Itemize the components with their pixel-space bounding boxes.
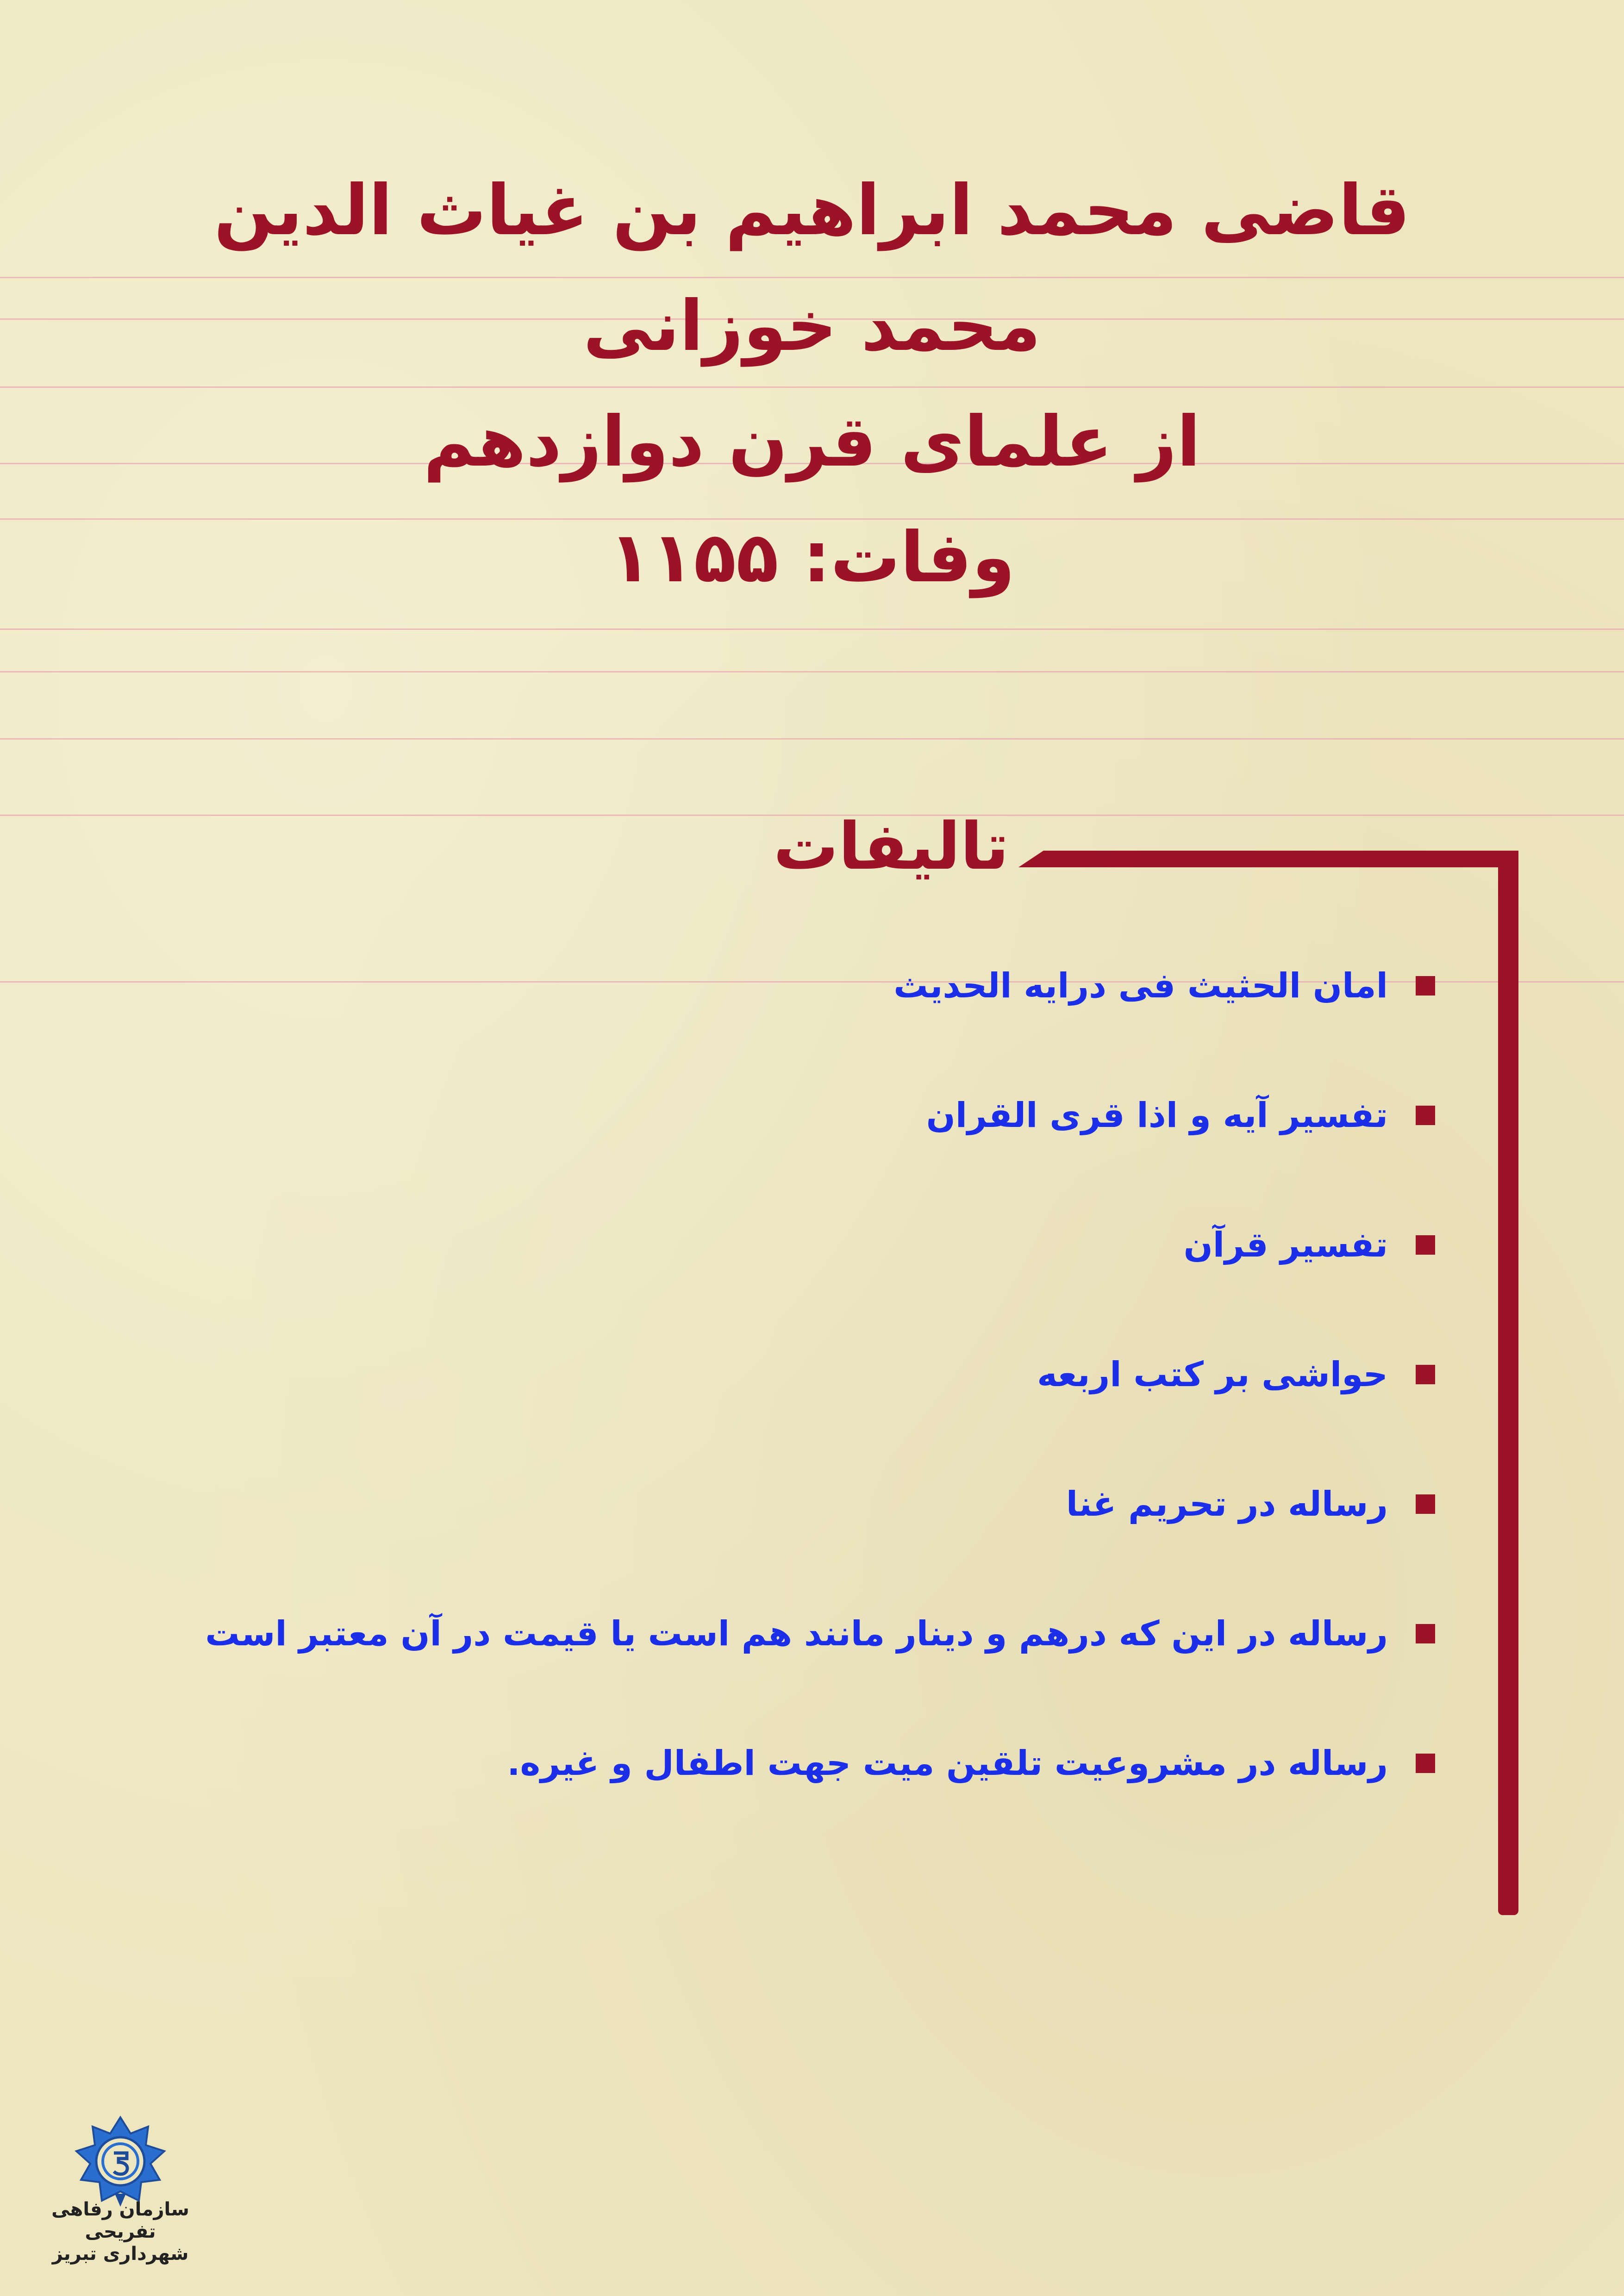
ruled-line <box>0 671 1624 672</box>
list-item <box>185 1569 1435 1699</box>
square-bullet-icon <box>1416 976 1435 996</box>
square-bullet-icon <box>1416 1106 1435 1125</box>
square-bullet-icon <box>1416 1365 1435 1384</box>
ruled-line <box>0 738 1624 740</box>
bracket-top-bar <box>1018 851 1518 867</box>
works-list <box>185 921 1435 1828</box>
work-title: حواشی بر کتب اربعه <box>1037 1355 1388 1394</box>
work-title: امان الحثیث فی درایه الحدیث <box>893 966 1388 1006</box>
title-surname-line: محمد خوزانی <box>583 286 1041 367</box>
works-heading: تالیفات <box>773 809 1009 884</box>
work-title: رساله در مشروعیت تلقین میت جهت اطفال و غیره. <box>507 1743 1388 1783</box>
list-item <box>185 1439 1435 1569</box>
title-name-line: قاضی محمد ابراهیم بن غیاث الدین <box>214 170 1410 251</box>
list-item <box>185 921 1435 1051</box>
work-title: تفسیر قرآن <box>1183 1225 1388 1265</box>
square-bullet-icon <box>1416 1754 1435 1773</box>
work-title: رساله در این که درهم و دینار مانند هم است یا قیمت در آن معتبر است <box>205 1614 1388 1654</box>
square-bullet-icon <box>1416 1235 1435 1255</box>
title-death-line: وفات: ۱۱۵۵ <box>609 517 1015 598</box>
work-title: تفسیر آیه و اذا قری القران <box>926 1095 1388 1135</box>
bracket-foot <box>1500 1879 1518 1907</box>
list-item <box>185 1051 1435 1180</box>
square-bullet-icon <box>1416 1494 1435 1514</box>
work-title: رساله در تحریم غنا <box>1066 1484 1388 1524</box>
list-item <box>185 1310 1435 1439</box>
bracket-side-bar <box>1498 851 1518 1915</box>
title-era-line: از علمای قرن دوازدهم <box>423 402 1201 482</box>
ruled-line <box>0 628 1624 630</box>
square-bullet-icon <box>1416 1624 1435 1643</box>
logo-caption: سازمان رفاهی تفریحی شهرداری تبریز <box>51 2199 189 2265</box>
list-item <box>185 1699 1435 1828</box>
biography-title <box>0 153 1624 616</box>
list-item <box>185 1180 1435 1310</box>
